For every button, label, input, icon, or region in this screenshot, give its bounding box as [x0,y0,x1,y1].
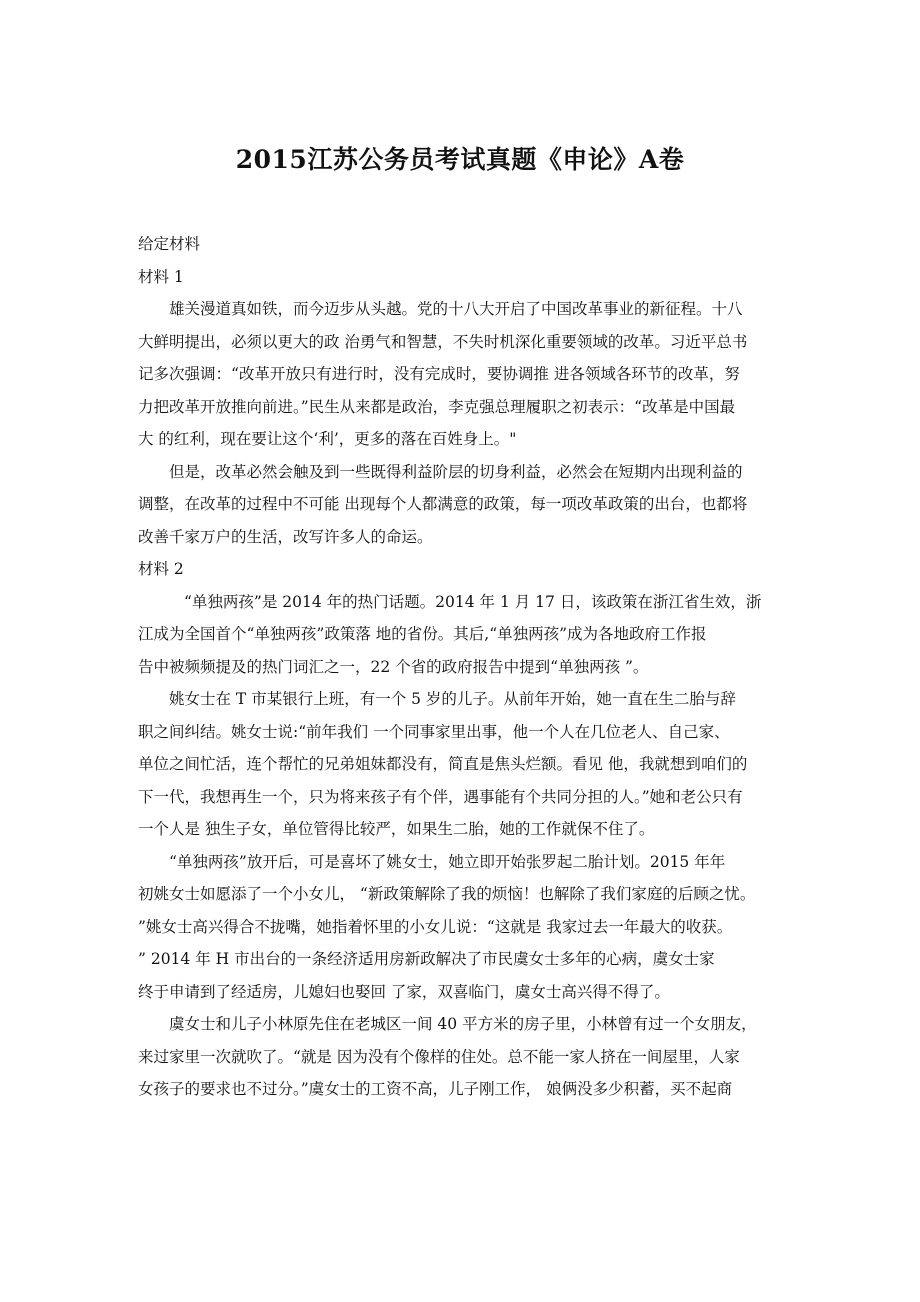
paragraph-line: 姚女士在 T 市某银行上班，有一个 5 岁的儿子。从前年开始，她一直在生二胎与辞 [169,690,736,708]
paragraph-line: 职之间纠结。姚女士说:“前年我们 一个同事家里出事，他一个人在几位老人、自己家、 [138,722,730,741]
paragraph-line: ”姚女士高兴得合不拢嘴，她指着怀里的小女儿说：“这就是 我家过去一年最大的收获。 [138,917,733,936]
paragraph-line: 改善千家万户的生活，改写许多人的命运。 [138,527,433,546]
document-title: 2015江苏公务员考试真题《申论》A卷 [235,145,685,174]
paragraph-line: 来过家里一次就吹了。“就是 因为没有个像样的住处。总不能一家人挤在一间屋里，人家 [138,1047,740,1066]
paragraph-line: 大鲜明提出，必须以更大的政 治勇气和智慧，不失时机深化重要领域的改革。习近平总书 [138,332,748,351]
paragraph-line: 下一代，我想再生一个，只为将来孩子有个伴，遇事能有个共同分担的人。”她和老公只有 [138,787,743,806]
document-body [138,228,788,1106]
paragraph-line: 雄关漫道真如铁，而今迈步从头越。党的十八大开启了中国改革事业的新征程。十八 [169,300,743,318]
paragraph-line: 一个人是 独生子女，单位管得比较严，如果生二胎，她的工作就保不住了。 [138,820,655,838]
section-heading: 给定材料 [138,235,201,253]
paragraph-line: “单独两孩”是 2014 年的热门话题。2014 年 1 月 17 日，该政策在浙江省生效，浙 [184,592,762,611]
paragraph-line: 虞女士和儿子小林原先住在老城区一间 40 平方米的房子里，小林曾有过一个女朋友， [169,1015,757,1033]
paragraph-line: 调整，在改革的过程中不可能 出现每个人都满意的政策，每一项改革政策的出台，也都将 [138,495,748,513]
paragraph-line: 女孩子的要求也不过分。”虞女士的工资不高，儿子刚工作， 娘俩没多少积蓄，买不起商 [138,1080,733,1098]
paragraph-line: 初姚女士如愿添了一个小女儿， “新政策解除了我的烦恼！也解除了我们家庭的后顾之忧。 [138,885,756,903]
paragraph-line: 告中被频频提及的热门词汇之一，22 个省的政府报告中提到“单独两孩 ”。 [138,657,649,676]
paragraph-line: 终于申请到了经适房，儿媳妇也娶回 了家，双喜临门，虞女士高兴得不得了。 [138,982,670,1001]
paragraph-line: 单位之间忙活，连个帮忙的兄弟姐妹都没有，简直是焦头烂额。看见 他，我就想到咱们的 [138,755,748,773]
paragraph-line: ” 2014 年 H 市出台的一条经济适用房新政解决了市民虞女士多年的心病，虞女士家 [138,950,715,968]
material-heading: 材料 1 [138,267,184,286]
paragraph-line: 但是，改革必然会触及到一些既得利益阶层的切身利益，必然会在短期内出现利益的 [169,462,743,481]
paragraph-line: 大 的红利，现在要让这个‘利’，更多的落在百姓身上。" [138,430,517,448]
paragraph-line: 江成为全国首个“单独两孩”政策落 地的省份。其后,“单独两孩”成为各地政府工作报 [138,625,707,643]
paragraph-line: “单独两孩”放开后，可是喜坏了姚女士，她立即开始张罗起二胎计划。2015 年年 [169,852,726,871]
paragraph-line: 记多次强调：“改革开放只有进行时，没有完成时，要协调推 进各领域各环节的改革，努 [138,365,740,383]
paragraph-line: 力把改革开放推向前进。”民生从来都是政治，李克强总理履职之初表示：“改革是中国最 [138,397,736,416]
material-heading: 材料 2 [138,560,184,578]
